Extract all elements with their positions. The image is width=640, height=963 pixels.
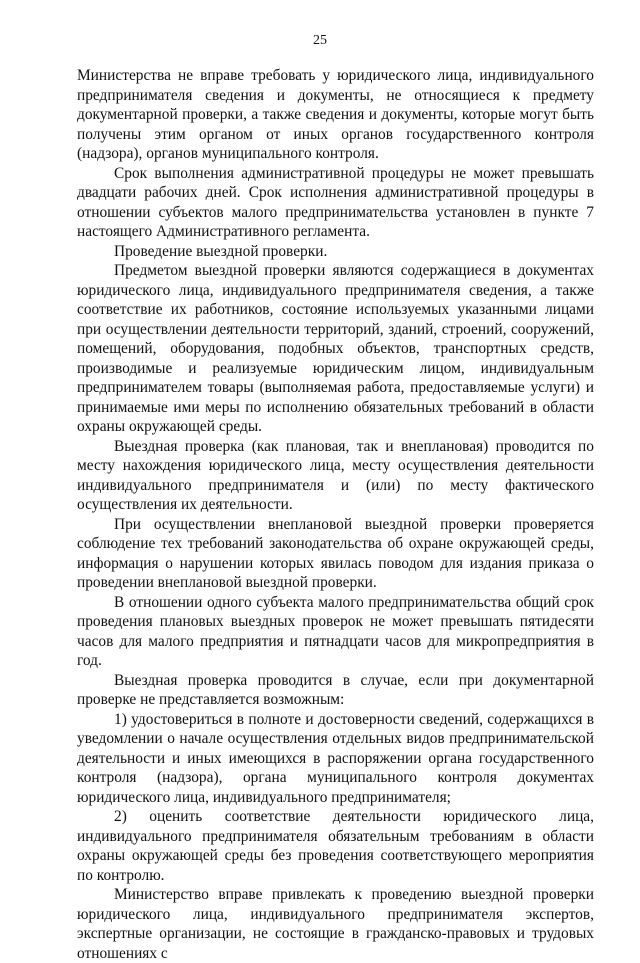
paragraph-3: Проведение выездной проверки.	[114, 242, 328, 260]
document-body	[77, 66, 594, 963]
paragraph-1: Министерства не вправе требовать у юридического лица, индивидуального предпринимателя сведения и документы, не относящиеся к предмету документарной проверки, а также сведения и документы, которые могут быть получены этим органом от иных органов государственного контроля (надзора), органов муниципального контроля.	[77, 67, 594, 162]
paragraph-4: Предметом выездной проверки являются содержащиеся в документах юридического лица, индивидуального предпринимателя сведения, а также соответствие их работников, состояние используемых указанными лицами при осуществлении деятельности территорий, зданий, строений, сооружений, помещений, оборудования, подобных объектов, транспортных средств, производимые и реализуемые юридическим лицом, индивидуальным предпринимателем товары (выполняемая работа, предоставляемые услуги) и принимаемые ими меры по исполнению обязательных требований в области охраны окружающей среды.	[77, 262, 594, 435]
page-number: 25	[313, 33, 327, 48]
paragraph-8: Выездная проверка проводится в случае, если при документарной проверке не представляется возможным:	[77, 671, 594, 708]
paragraph-6: При осуществлении внеплановой выездной проверки проверяется соблюдение тех требований законодательства об охране окружающей среды, информация о нарушении которых явилась поводом для издания приказа о проведении внеплановой выездной проверки.	[77, 515, 594, 591]
paragraph-5: Выездная проверка (как плановая, так и внеплановая) проводится по месту нахождения юридического лица, месту осуществления деятельности индивидуального предпринимателя и (или) по месту фактического осуществления их деятельности.	[77, 437, 594, 513]
paragraph-9: 1) удостовериться в полноте и достоверности сведений, содержащихся в уведомлении о начале осуществления отдельных видов предпринимательской деятельности и иных имеющихся в распоряжении органа государственного контроля (надзора), органа муниципального контроля документах юридического лица, индивидуального предпринимателя;	[77, 710, 594, 806]
paragraph-11: Министерство вправе привлекать к проведению выездной проверки юридического лица, индивидуального предпринимателя экспертов, экспертные организации, не состоящие в гражданско-правовых и трудовых отношениях с	[77, 886, 594, 962]
paragraph-10: 2) оценить соответствие деятельности юридического лица, индивидуального предпринимателя обязательным требованиям в области охраны окружающей среды без проведения соответствующего мероприятия по контролю.	[77, 808, 594, 884]
paragraph-2: Срок выполнения административной процедуры не может превышать двадцати рабочих дней. Срок исполнения административной процедуры в отношении субъектов малого предпринимательства установлен в пункте 7 настоящего Административного регламента.	[77, 164, 594, 240]
paragraph-7: В отношении одного субъекта малого предпринимательства общий срок проведения плановых выездных проверок не может превышать пятидесяти часов для малого предприятия и пятнадцати часов для микропредприятия в год.	[77, 593, 594, 669]
